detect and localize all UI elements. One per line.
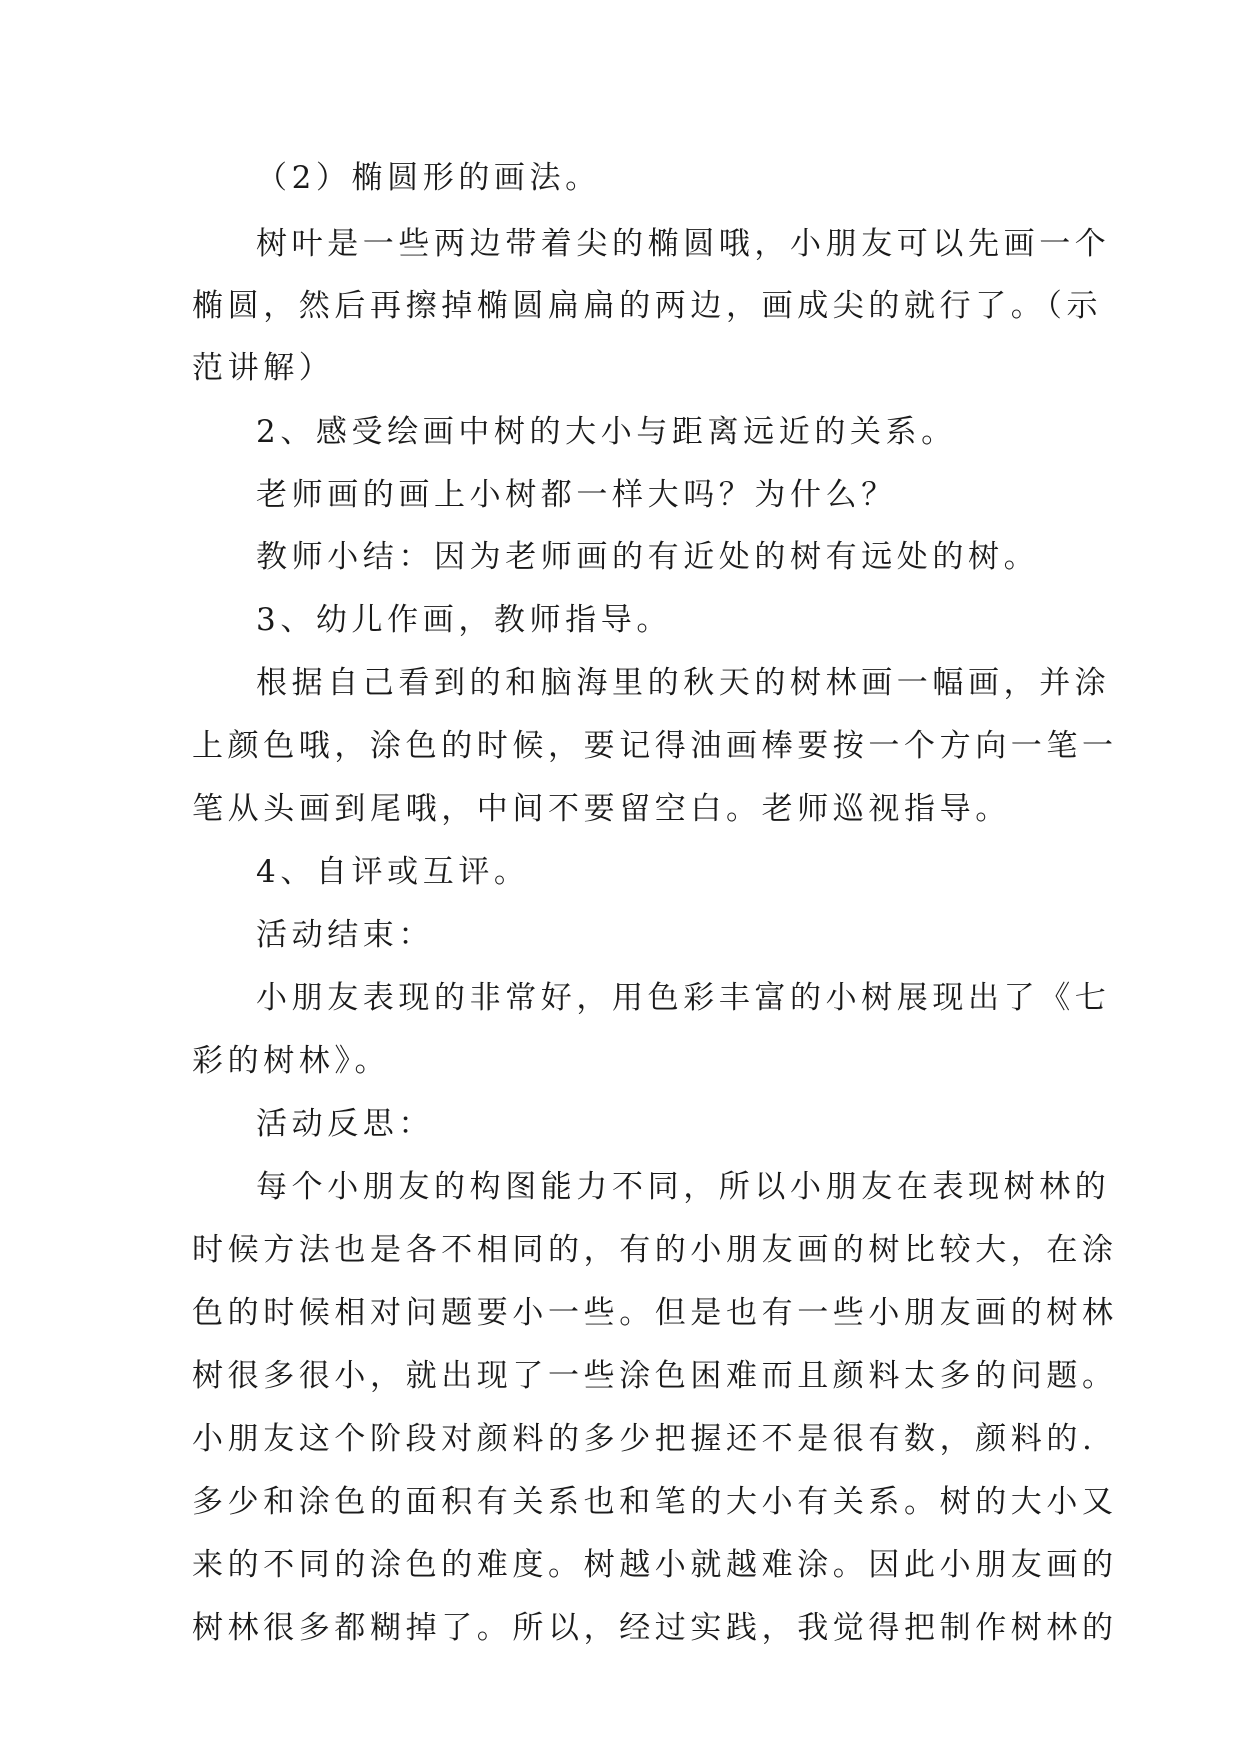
text-line: 小朋友表现的非常好，用色彩丰富的小树展现出了《七: [256, 980, 1111, 1016]
text-line: 上颜色哦，涂色的时候，要记得油画棒要按一个方向一笔一: [192, 728, 1118, 764]
text-line: 来的不同的涂色的难度。树越小就越难涂。因此小朋友画的: [192, 1547, 1118, 1583]
text-line: 多少和涂色的面积有关系也和笔的大小有关系。树的大小又: [192, 1484, 1118, 1520]
text-line: 彩的树林》。: [192, 1043, 391, 1079]
text-line: 笔从头画到尾哦，中间不要留空白。老师巡视指导。: [192, 791, 1011, 827]
text-line: 活动结束：: [256, 917, 434, 953]
text-line: 4、自评或互评。: [256, 854, 530, 890]
text-line: （2）椭圆形的画法。: [256, 160, 601, 196]
text-line: 2、感受绘画中树的大小与距离远近的关系。: [256, 414, 957, 450]
text-line: 时候方法也是各不相同的，有的小朋友画的树比较大，在涂: [192, 1232, 1118, 1268]
text-line: 3、幼儿作画，教师指导。: [256, 602, 672, 638]
text-line: 色的时候相对问题要小一些。但是也有一些小朋友画的树林: [192, 1295, 1118, 1331]
text-line: 树叶是一些两边带着尖的椭圆哦，小朋友可以先画一个: [256, 226, 1111, 262]
text-line: 树很多很小，就出现了一些涂色困难而且颜料太多的问题。: [192, 1358, 1118, 1394]
text-line: 小朋友这个阶段对颜料的多少把握还不是很有数，颜料的.: [192, 1421, 1097, 1457]
text-line: 老师画的画上小树都一样大吗？为什么？: [256, 477, 897, 513]
text-line: 根据自己看到的和脑海里的秋天的树林画一幅画，并涂: [256, 665, 1111, 701]
text-line: 教师小结：因为老师画的有近处的树有远处的树。: [256, 539, 1040, 575]
text-line: 范讲解）: [192, 350, 335, 386]
text-line: 每个小朋友的构图能力不同，所以小朋友在表现树林的: [256, 1169, 1111, 1205]
text-line: 椭圆，然后再擦掉椭圆扁扁的两边，画成尖的就行了。（示: [192, 288, 1103, 324]
text-line: 树林很多都糊掉了。所以，经过实践，我觉得把制作树林的: [192, 1610, 1118, 1646]
text-line: 活动反思：: [256, 1106, 434, 1142]
